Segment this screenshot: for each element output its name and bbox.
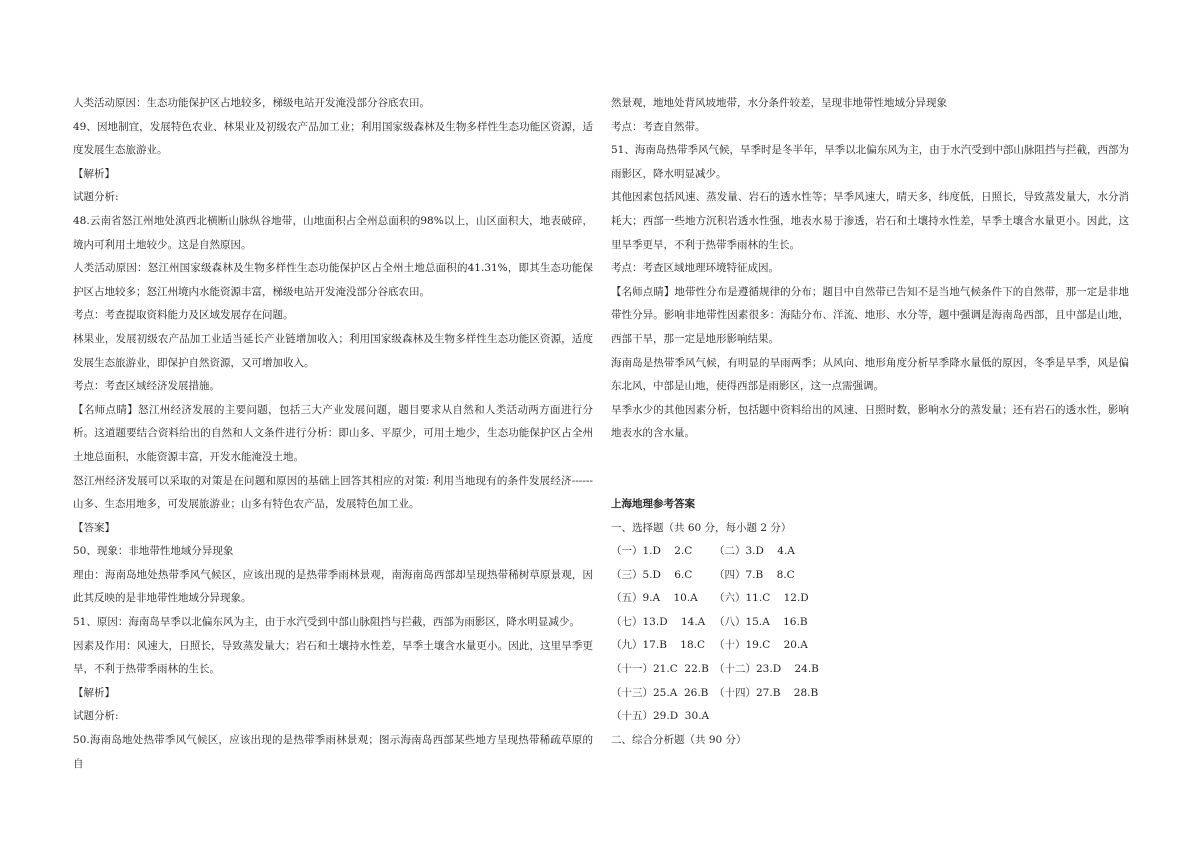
answer-row [611, 658, 1129, 682]
answer-cell: （八）15.A 16.B [714, 615, 808, 628]
paragraph: 50、现象：非地带性地域分异现象 [73, 545, 234, 558]
paragraph: 51、原因：海南岛旱季以北偏东风为主，由于水汽受到中部山脉阻挡与拦截，西部为雨影区，降水明显减少。 [73, 616, 580, 629]
paragraph: 海南岛是热带季风气候，有明显的旱雨两季；从风向、地形角度分析旱季降水量低的原因，冬季是旱季，风是偏东北风，中部是山地，使得西部是雨影区，这一点需强调。 [611, 356, 1129, 393]
answer-cell: （九）17.B 18.C [611, 639, 705, 652]
paragraph: 50.海南岛地处热带季风气候区，应该出现的是热带季雨林景观；图示海南岛西部某些地方呈现热带稀疏草原的自 [73, 734, 593, 770]
paragraph: 51、海南岛热带季风气候，旱季时是冬半年，旱季以北偏东风为主，由于水汽受到中部山脉阻挡与拦截，西部为雨影区，降水明显减少。 [611, 144, 1129, 180]
answer-cell: （五）9.A 10.A [611, 592, 698, 605]
answer-cell: （十五）29.D 30.A [611, 710, 710, 723]
answer-cell: （三）5.D 6.C [611, 568, 693, 581]
answer-cell: （七）13.D 14.A [611, 615, 706, 628]
paragraph: 【解析】 [73, 167, 115, 180]
answer-row [611, 587, 1129, 611]
paragraph: 试题分析: [73, 710, 119, 723]
paragraph: 考点：考查区域地理环境特征成因。 [611, 262, 779, 275]
paragraph: 【答案】 [73, 521, 115, 534]
paragraph: 理由：海南岛地处热带季风气候区，应该出现的是热带季雨林景观，南海南岛西部却呈现热带稀树草原景观，因此其反映的是非地带性地域分异现象。 [73, 568, 593, 605]
paragraph: 因素及作用：风速大，日照长，导致蒸发量大；岩石和土壤持水性差，旱季土壤含水量更小。因此，这里旱季更旱，不利于热带季雨林的生长。 [73, 639, 593, 676]
paragraph: 考点：考查自然带。 [611, 120, 706, 133]
right-column [611, 92, 1129, 752]
paragraph: 怒江州经济发展可以采取的对策是在问题和原因的基础上回答其相应的对策: 利用当地现有的条件发展经济------山多、生态用地多，可发展旅游业；山多有特色农产品，发展特色加工业。 [73, 474, 593, 511]
paragraph: 考点：考查提取资料能力及区域发展存在问题。 [73, 309, 294, 322]
paragraph: 【解析】 [73, 686, 115, 699]
answer-cell: （二）3.D 4.A [714, 545, 795, 558]
paragraph: 【名师点睛】地带性分布是遵循规律的分布；题目中自然带已告知不是当地气候条件下的自然带，那一定是非地带性分异。影响非地带性因素很多：海陆分布、洋流、地形、水分等，题中强调是海南岛西部，且中部是山地，西部干旱，那一定是地形影响结果。 [611, 285, 1129, 345]
paragraph: 然景观，地地处背风坡地带，水分条件较差，呈现非地带性地域分异现象 [611, 97, 947, 109]
part2-heading: 二、综合分析题（共 90 分） [611, 733, 747, 746]
answer-grid [611, 540, 1129, 729]
answer-cell: （四）7.B 8.C [714, 568, 795, 581]
paragraph: 考点：考查区域经济发展措施。 [73, 380, 220, 393]
paragraph: 旱季水少的其他因素分析，包括题中资料给出的风速、日照时数，影响水分的蒸发量；还有岩石的透水性，影响地表水的含水量。 [611, 403, 1129, 440]
answer-cell [714, 705, 817, 729]
answer-cell: （十四）27.B 28.B [714, 686, 819, 699]
paragraph: 48.云南省怒江州地处滇西北横断山脉纵谷地带，山地面积占全州总面积的98%以上，山区面积大，地表破碎，境内可利用土地较少。这是自然原因。 [73, 214, 593, 251]
answer-row [611, 564, 1129, 588]
answer-cell: （十一）21.C 22.B [611, 663, 709, 676]
left-column [73, 92, 593, 776]
paragraph: 人类活动原因：生态功能保护区占地较多，梯级电站开发淹没部分谷底农田。 [73, 97, 430, 109]
answer-cell: （六）11.C 12.D [714, 592, 809, 605]
paragraph: 49、因地制宜，发展特色农业、林果业及初级农产品加工业；利用国家级森林及生物多样性生态功能区资源，适度发展生态旅游业。 [73, 120, 593, 157]
section-spacer [611, 446, 1129, 493]
answer-row [611, 705, 1129, 729]
answer-cell: （十）19.C 20.A [714, 639, 808, 652]
answer-cell: （一）1.D 2.C [611, 545, 693, 558]
paragraph: 其他因素包括风速、蒸发量、岩石的透水性等；旱季风速大，晴天多，纬度低，日照长，导致蒸发量大，水分消耗大；西部一些地方沉积岩透水性强，地表水易于渗透，岩石和土壤持水性差，旱季土壤含水量更小。因此，这里旱季更旱，不利于热带季雨林的生长。 [611, 191, 1129, 251]
answer-row [611, 540, 1129, 564]
answers-title: 上海地理参考答案 [611, 497, 695, 510]
paragraph: 试题分析: [73, 191, 119, 204]
paragraph: 【名师点睛】怒江州经济发展的主要问题，包括三大产业发展问题，题目要求从自然和人类活动两方面进行分析。这道题要结合资料给出的自然和人文条件进行分析：即山多、平原少，可用土地少，生态功能保护区占全州土地总面积，水能资源丰富，开发水能淹没土地。 [73, 403, 593, 463]
paragraph: 人类活动原因：怒江州国家级森林及生物多样性生态功能保护区占全州土地总面积的41.31%，即其生态功能保护区占地较多；怒江州境内水能资源丰富，梯级电站开发淹没部分谷底农田。 [73, 262, 593, 298]
answer-cell: （十二）23.D 24.B [714, 663, 819, 676]
paragraph: 林果业，发展初级农产品加工业适当延长产业链增加收入；利用国家级森林及生物多样性生态功能区资源，适度发展生态旅游业，即保护自然资源，又可增加收入。 [73, 332, 593, 369]
answer-row [611, 611, 1129, 635]
part1-heading: 一、选择题（共 60 分，每小题 2 分） [611, 521, 792, 534]
answer-cell: （十三）25.A 26.B [611, 686, 709, 699]
answer-row [611, 634, 1129, 658]
answer-row [611, 682, 1129, 706]
